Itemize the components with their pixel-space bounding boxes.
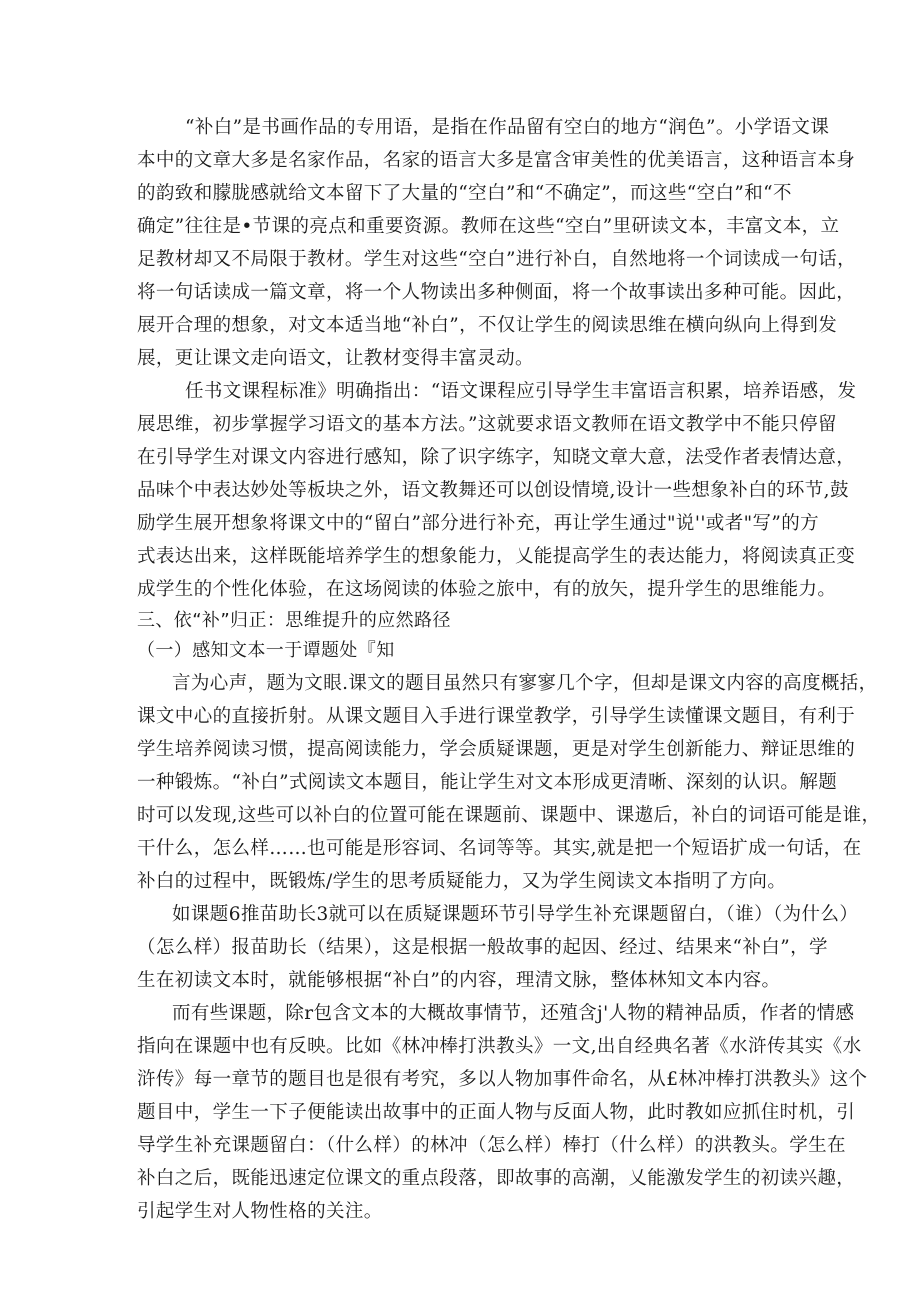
text-line: 本中的文章大多是名家作品，名家的语言大多是富含审美性的优美语言，这种语言本身 <box>137 150 856 171</box>
text-line: 言为心声，题为文眼.课文的题目虽然只有寥寥几个字，但却是课文内容的高度概括， <box>172 673 878 694</box>
text-line: 展开合理的想象，对文本适当地“补白”，不仅让学生的阅读思维在横向纵向上得到发 <box>137 315 838 336</box>
text-line: 品味个中表达妙处等板块之外，语文教舞还可以创设情境,设计一些想象补白的环节,鼓 <box>137 480 849 501</box>
text-line: 的韵致和朦胧感就给文本留下了大量的“空白”和“不确定”，而这些“空白”和“不 <box>137 183 792 204</box>
text-line: 任书文课程标准》明确指出：“语文课程应引导学生丰富语言积累，培养语感，发 <box>185 381 857 402</box>
text-line: “补白”是书画作品的专用语，是指在作品留有空白的地方“润色”。小学语文课 <box>185 117 830 138</box>
text-line: 补白之后，既能迅速定位课文的重点段落，即故事的高潮，乂能激发学生的初读兴趣， <box>137 1168 856 1189</box>
text-line: 指向在课题中也有反映。比如《林冲棒打洪教头》一文,出自经典名著《水浒传其实《水 <box>137 1036 862 1057</box>
text-line: 生在初读文本时，就能够根据“补白”的内容，理清文脉，整体林知文本内容。 <box>137 970 781 991</box>
text-line: 干什么，怎么样……也可能是形容词、名词等等。其实,就是把一个短语扩成一句话，在 <box>137 838 862 859</box>
text-line: 如课题6推苗助长3就可以在质疑课题环节引导学生补充课题留白，（谁）（为什么） <box>172 904 859 925</box>
text-line: 浒传》每一章节的题目也是很有考究，多以人物加事件命名，从£林冲棒打洪教头》这个 <box>137 1069 868 1090</box>
text-line: 成学生的个性化体验，在这场阅读的体验之旅中，有的放矢，提升学生的思维能力。 <box>137 579 837 600</box>
text-line: 而有些课题，除r包含文本的大概故事情节，还殖含j'人物的精神品质，作者的情感 <box>172 1003 855 1024</box>
text-line: 在引导学生对课文内容进行感知，除了识字练字，知晓文章大意，法受作者表情达意， <box>137 447 856 468</box>
text-line: 补白的过程中，既锻炼/学生的思考质疑能力，又为学生阅读文本指明了方向。 <box>137 871 787 892</box>
text-line: 展思维，初步掌握学习语文的基本方法。”这就要求语文教师在语文教学中不能只停留 <box>137 414 837 435</box>
text-line: 学生培养阅读习惯，提高阅读能力，学会质疑课题，更是对学生创新能力、辩证思维的 <box>137 739 856 760</box>
text-line: （怎么样）报苗助长（结果），这是根据一般故事的起因、经过、结果来“补白”，学 <box>137 937 828 958</box>
text-line: 式表达出来，这样既能培养学生的想象能力，乂能提高学生的表达能力，将阅读真正变 <box>137 546 856 567</box>
subsection-heading: （一）感知文本一于谭题处『知 <box>137 640 395 661</box>
text-line: 将一句话读成一篇文章，将一个人物读出多种侧面，将一个故事读出多种可能。因此， <box>137 282 856 303</box>
text-line: 足教材却又不局限于教材。学生对这些“空白”进行补白，自然地将一个词读成一句话， <box>137 249 857 270</box>
text-line: 导学生补充课题留白：（什么样）的林冲（怎么样）棒打（什么样）的洪教头。学生在 <box>137 1135 846 1156</box>
text-line: 励学生展开想象将课文中的“留白”部分进行补充，再让学生通过"说''或者"写”的方 <box>137 513 820 534</box>
text-line: 课文中心的直接折射。从课文题目入手进行课堂教学，引导学生读懂课文题目，有利于 <box>137 706 856 727</box>
text-line: 题目中，学生一下子便能读出故事中的正面人物与反面人物，此时教如应抓住时机，引 <box>137 1102 856 1123</box>
text-line: 确定”往往是•节课的亮点和重要资源。教师在这些“空白”里研读文本，丰富文本，立 <box>137 216 840 237</box>
text-line: 引起学生对人物性格的关注。 <box>137 1201 383 1222</box>
text-line: 展，更让课文走向语文，让教材变得丰富灵动。 <box>137 348 534 369</box>
text-line: 时可以发现,这些可以补白的位置可能在课题前、课题中、课遨后，补白的词语可能是谁， <box>137 805 881 826</box>
text-line: 一种锻炼。“补白”式阅读文本题目，能让学生对文本形成更清晰、深刻的认识。解题 <box>137 772 838 793</box>
section-heading: 三、依“补”归正：思维提升的应然路径 <box>137 610 451 631</box>
